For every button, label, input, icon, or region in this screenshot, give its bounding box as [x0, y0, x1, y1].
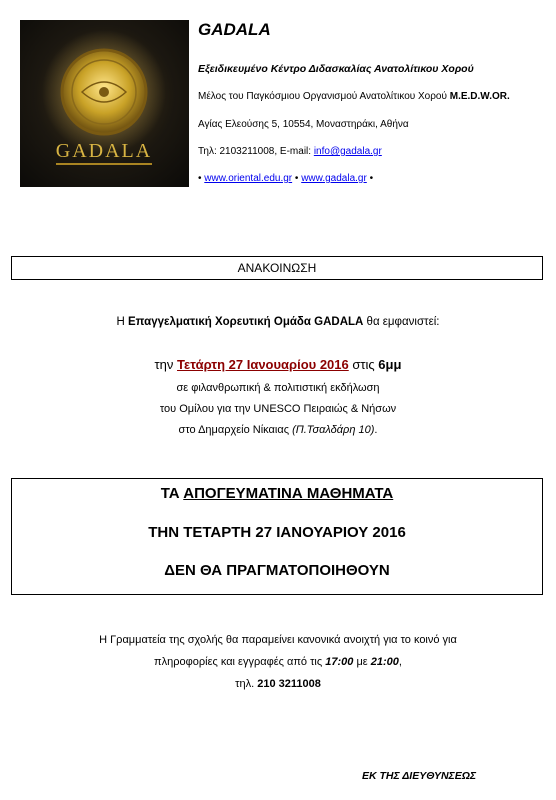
organization-subtitle: Εξειδικευμένο Κέντρο Διδασκαλίας Ανατολίτικου Χορού — [198, 63, 474, 75]
intro-line — [0, 316, 556, 328]
cancellation-notice-box — [11, 478, 543, 595]
gadala-emblem-icon — [20, 20, 189, 187]
gadala-logo — [20, 20, 189, 187]
secretariat-line-2 — [0, 656, 556, 668]
secretariat-phone-line — [0, 678, 556, 690]
event-time: 6μμ — [378, 357, 402, 372]
notice-line-2: ΤΗΝ ΤΕΤΑΡΤΗ 27 ΙΑΝΟΥΑΡΙΟΥ 2016 — [148, 524, 406, 541]
hours-from: 17:00 — [325, 656, 354, 668]
venue-suffix: . — [374, 424, 378, 436]
secretariat-phone: 210 3211008 — [257, 678, 321, 690]
hours-prefix: πληροφορίες και εγγραφές από τις — [154, 656, 326, 668]
oriental-site-link[interactable]: www.oriental.edu.gr — [204, 173, 293, 184]
notice-line-3: ΔΕΝ ΘΑ ΠΡΑΓΜΑΤΟΠΟΙΗΘΟΥΝ — [164, 562, 390, 579]
signature: ΕΚ ΤΗΣ ΔΙΕΥΘΥΝΣΕΩΣ — [362, 770, 477, 782]
event-date: Τετάρτη 27 Ιανουαρίου 2016 — [177, 357, 349, 372]
announcement-title: ΑΝΑΚΟΙΝΩΣΗ — [237, 261, 317, 275]
address-line: Αγίας Ελεούσης 5, 10554, Μοναστηράκι, Αθήνα — [198, 119, 409, 130]
intro-suffix: θα εμφανιστεί: — [363, 316, 440, 328]
membership-org: M.E.D.W.OR. — [449, 91, 510, 102]
hours-suffix: , — [398, 656, 402, 668]
group-name: Επαγγελματική Χορευτική Ομάδα GADALA — [128, 316, 364, 328]
event-prefix: την — [154, 357, 178, 372]
event-venue — [0, 424, 556, 436]
venue-prefix: στο Δημαρχείο Νίκαιας — [178, 424, 293, 436]
phone-text: Τηλ: 2103211008, E-mail: — [198, 146, 314, 157]
intro-prefix: Η — [116, 316, 129, 328]
event-organizer: του Ομίλου για την UNESCO Πειραιώς & Νήσων — [159, 403, 397, 415]
hours-to: 21:00 — [370, 656, 399, 668]
secretariat-line-1: Η Γραμματεία της σχολής θα παραμείνει κανονικά ανοιχτή για το κοινό για — [99, 634, 457, 646]
bullet-icon: • — [198, 173, 202, 184]
contact-line — [198, 146, 382, 157]
bullet-icon: • — [369, 173, 374, 184]
logo-text: GADALA — [55, 140, 153, 162]
websites-line — [198, 173, 373, 184]
notice-line-1-underlined: ΑΠΟΓΕΥΜΑΤΙΝΑ ΜΑΘΗΜΑΤΑ — [183, 485, 394, 502]
hours-mid: με — [353, 656, 371, 668]
notice-line-1-prefix: ΤΑ — [160, 485, 184, 502]
event-date-line — [0, 357, 556, 372]
venue-address: (Π.Τσαλδάρη 10) — [292, 424, 375, 436]
email-link[interactable]: info@gadala.gr — [313, 146, 382, 157]
gadala-site-link[interactable]: www.gadala.gr — [301, 173, 367, 184]
event-description: σε φιλανθρωπική & πολιτιστική εκδήλωση — [176, 382, 380, 394]
membership-line — [198, 91, 510, 102]
organization-name: GADALA — [198, 20, 271, 39]
event-mid: στις — [348, 357, 379, 372]
bullet-icon: • — [294, 173, 299, 184]
announcement-title-box — [11, 256, 543, 280]
phone-prefix: τηλ. — [235, 678, 258, 690]
notice-line-1 — [12, 485, 542, 502]
membership-text: Μέλος του Παγκόσμιου Οργανισμού Ανατολίτικου Χορού — [198, 91, 450, 102]
